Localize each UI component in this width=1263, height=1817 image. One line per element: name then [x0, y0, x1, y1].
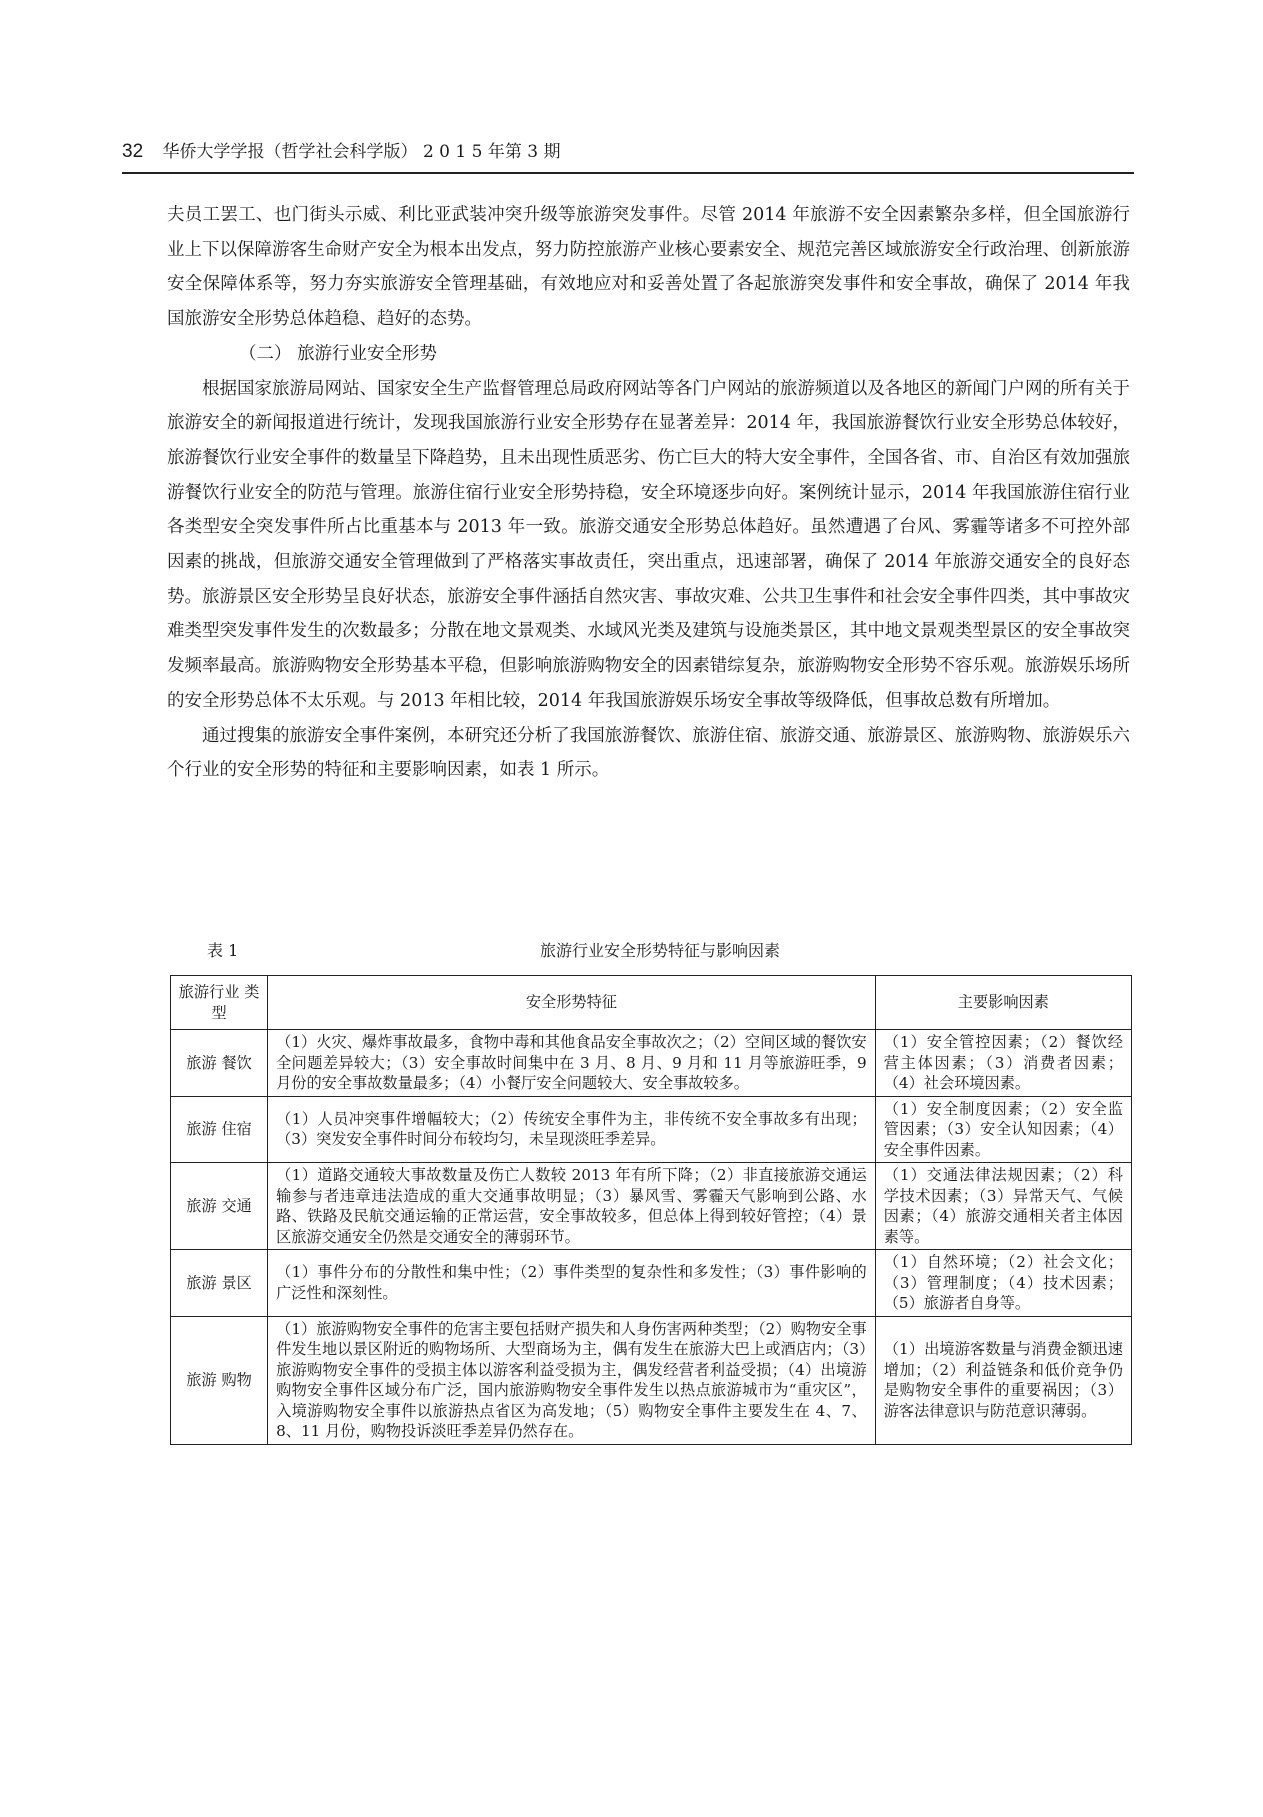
row-factors: （1）自然环境；（2）社会文化；（3）管理制度；（4）技术因素；（5）旅游者自身等。	[875, 1250, 1131, 1317]
paragraph-continued: 夫员工罢工、也门街头示威、利比亚武装冲突升级等旅游突发事件。尽管 2014 年旅游不安全因素繁杂多样，但全国旅游行业上下以保障游客生命财产安全为根本出发点，努力防控旅游产业核心要素安全、规范完善区域旅游安全行政治理、创新旅游安全保障体系等，努力夯实旅游安全管理基础，有效地应对和妥善处置了各起旅游突发事件和安全事故，确保了 2014 年我国旅游安全形势总体趋稳、趋好的态势。	[167, 205, 1130, 330]
section-heading: （二） 旅游行业安全形势	[239, 343, 438, 364]
row-industry-type: 旅游 交通	[171, 1163, 268, 1250]
table-label: 表 1	[207, 941, 239, 960]
header-features: 安全形势特征	[268, 976, 876, 1030]
page-number: 32	[122, 141, 144, 162]
row-industry-type: 旅游 餐饮	[171, 1030, 268, 1097]
paragraph: 通过搜集的旅游安全事件案例，本研究还分析了我国旅游餐饮、旅游住宿、旅游交通、旅游景区、旅游购物、旅游娱乐六个行业的安全形势的特征和主要影响因素，如表 1 所示。	[167, 725, 1130, 781]
table-row	[171, 1096, 1132, 1163]
row-features: （1）事件分布的分散性和集中性；（2）事件类型的复杂性和多发性；（3）事件影响的广泛性和深刻性。	[268, 1250, 876, 1317]
industry-safety-table	[170, 975, 1132, 1445]
row-industry-type: 旅游 购物	[171, 1316, 268, 1444]
table-title: 旅游行业安全形势特征与影响因素	[539, 941, 780, 960]
article-body	[167, 198, 1130, 788]
row-factors: （1）安全管控因素；（2）餐饮经营主体因素；（3）消费者因素；（4）社会环境因素。	[875, 1030, 1131, 1097]
row-features: （1）旅游购物安全事件的危害主要包括财产损失和人身伤害两种类型；（2）购物安全事件发生地以景区附近的购物场所、大型商场为主，偶有发生在旅游大巴上或酒店内；（3）旅游购物安全事件的受损主体以游客利益受损为主，偶发经营者利益受损；（4）出境游购物安全事件区域分布广泛，国内旅游购物安全事件发生以热点旅游城市为“重灾区”，入境游购物安全事件以旅游热点省区为高发地；（5）购物安全事件主要发生在 4、7、8、11 月份，购物投诉淡旺季差异仍然存在。	[268, 1316, 876, 1444]
row-features: （1）火灾、爆炸事故最多，食物中毒和其他食品安全事故次之；（2）空间区域的餐饮安全问题差异较大；（3）安全事故时间集中在 3 月、8 月、9 月和 11 月等旅游旺季，9 月份的安全事故数量最多；（4）小餐厅安全问题较大、安全事故较多。	[268, 1030, 876, 1097]
row-features: （1）人员冲突事件增幅较大；（2）传统安全事件为主，非传统不安全事故多有出现；（3）突发安全事件时间分布较均匀，未呈现淡旺季差异。	[268, 1096, 876, 1163]
row-industry-type: 旅游 景区	[171, 1250, 268, 1317]
paragraph: 根据国家旅游局网站、国家安全生产监督管理总局政府网站等各门户网站的旅游频道以及各地区的新闻门户网的所有关于旅游安全的新闻报道进行统计，发现我国旅游行业安全形势存在显著差异：2014 年，我国旅游餐饮行业安全形势总体较好，旅游餐饮行业安全事件的数量呈下降趋势，且未出现性质恶劣、伤亡巨大的特大安全事件，全国各省、市、自治区有效加强旅游餐饮行业安全的防范与管理。旅游住宿行业安全形势持稳，安全环境逐步向好。案例统计显示，2014 年我国旅游住宿行业各类型安全突发事件所占比重基本与 2013 年一致。旅游交通安全形势总体趋好。虽然遭遇了台风、雾霾等诸多不可控外部因素的挑战，但旅游交通安全管理做到了严格落实事故责任，突出重点，迅速部署，确保了 2014 年旅游交通安全的良好态势。旅游景区安全形势呈良好状态，旅游安全事件涵括自然灾害、事故灾难、公共卫生事件和社会安全事件四类，其中事故灾难类型突发事件发生的次数最多；分散在地文景观类、水域风光类及建筑与设施类景区，其中地文景观类型景区的安全事故突发频率最高。旅游购物安全形势基本平稳，但影响旅游购物安全的因素错综复杂，旅游购物安全形势不容乐观。旅游娱乐场所的安全形势总体不太乐观。与 2013 年相比较，2014 年我国旅游娱乐场安全事故等级降低，但事故总数有所增加。	[167, 378, 1130, 711]
table-header-row	[171, 976, 1132, 1030]
running-header	[122, 138, 1134, 166]
row-industry-type: 旅游 住宿	[171, 1096, 268, 1163]
table-row	[171, 1030, 1132, 1097]
row-factors: （1）安全制度因素；（2）安全监管因素；（3）安全认知因素；（4）安全事件因素。	[875, 1096, 1131, 1163]
table-row	[171, 1163, 1132, 1250]
header-factors: 主要影响因素	[875, 976, 1131, 1030]
table-row	[171, 1250, 1132, 1317]
table-row	[171, 1316, 1132, 1444]
row-factors: （1）交通法律法规因素；（2）科学技术因素；（3）异常天气、气候因素；（4）旅游交通相关者主体因素等。	[875, 1163, 1131, 1250]
row-factors: （1）出境游客数量与消费金额迅速增加；（2）利益链条和低价竞争仍是购物安全事件的重要祸因；（3）游客法律意识与防范意识薄弱。	[875, 1316, 1131, 1444]
row-features: （1）道路交通较大事故数量及伤亡人数较 2013 年有所下降；（2）非直接旅游交通运输参与者违章违法造成的重大交通事故明显；（3）暴风雪、雾霾天气影响到公路、水路、铁路及民航交通运输的正常运营，安全事故较多，但总体上得到较好管控；（4）景区旅游交通安全仍然是交通安全的薄弱环节。	[268, 1163, 876, 1250]
journal-title: 华侨大学学报（哲学社会科学版） 2 0 1 5 年第 3 期	[162, 142, 561, 162]
header-rule	[122, 172, 1134, 174]
header-industry-type: 旅游行业 类 型	[171, 976, 268, 1030]
